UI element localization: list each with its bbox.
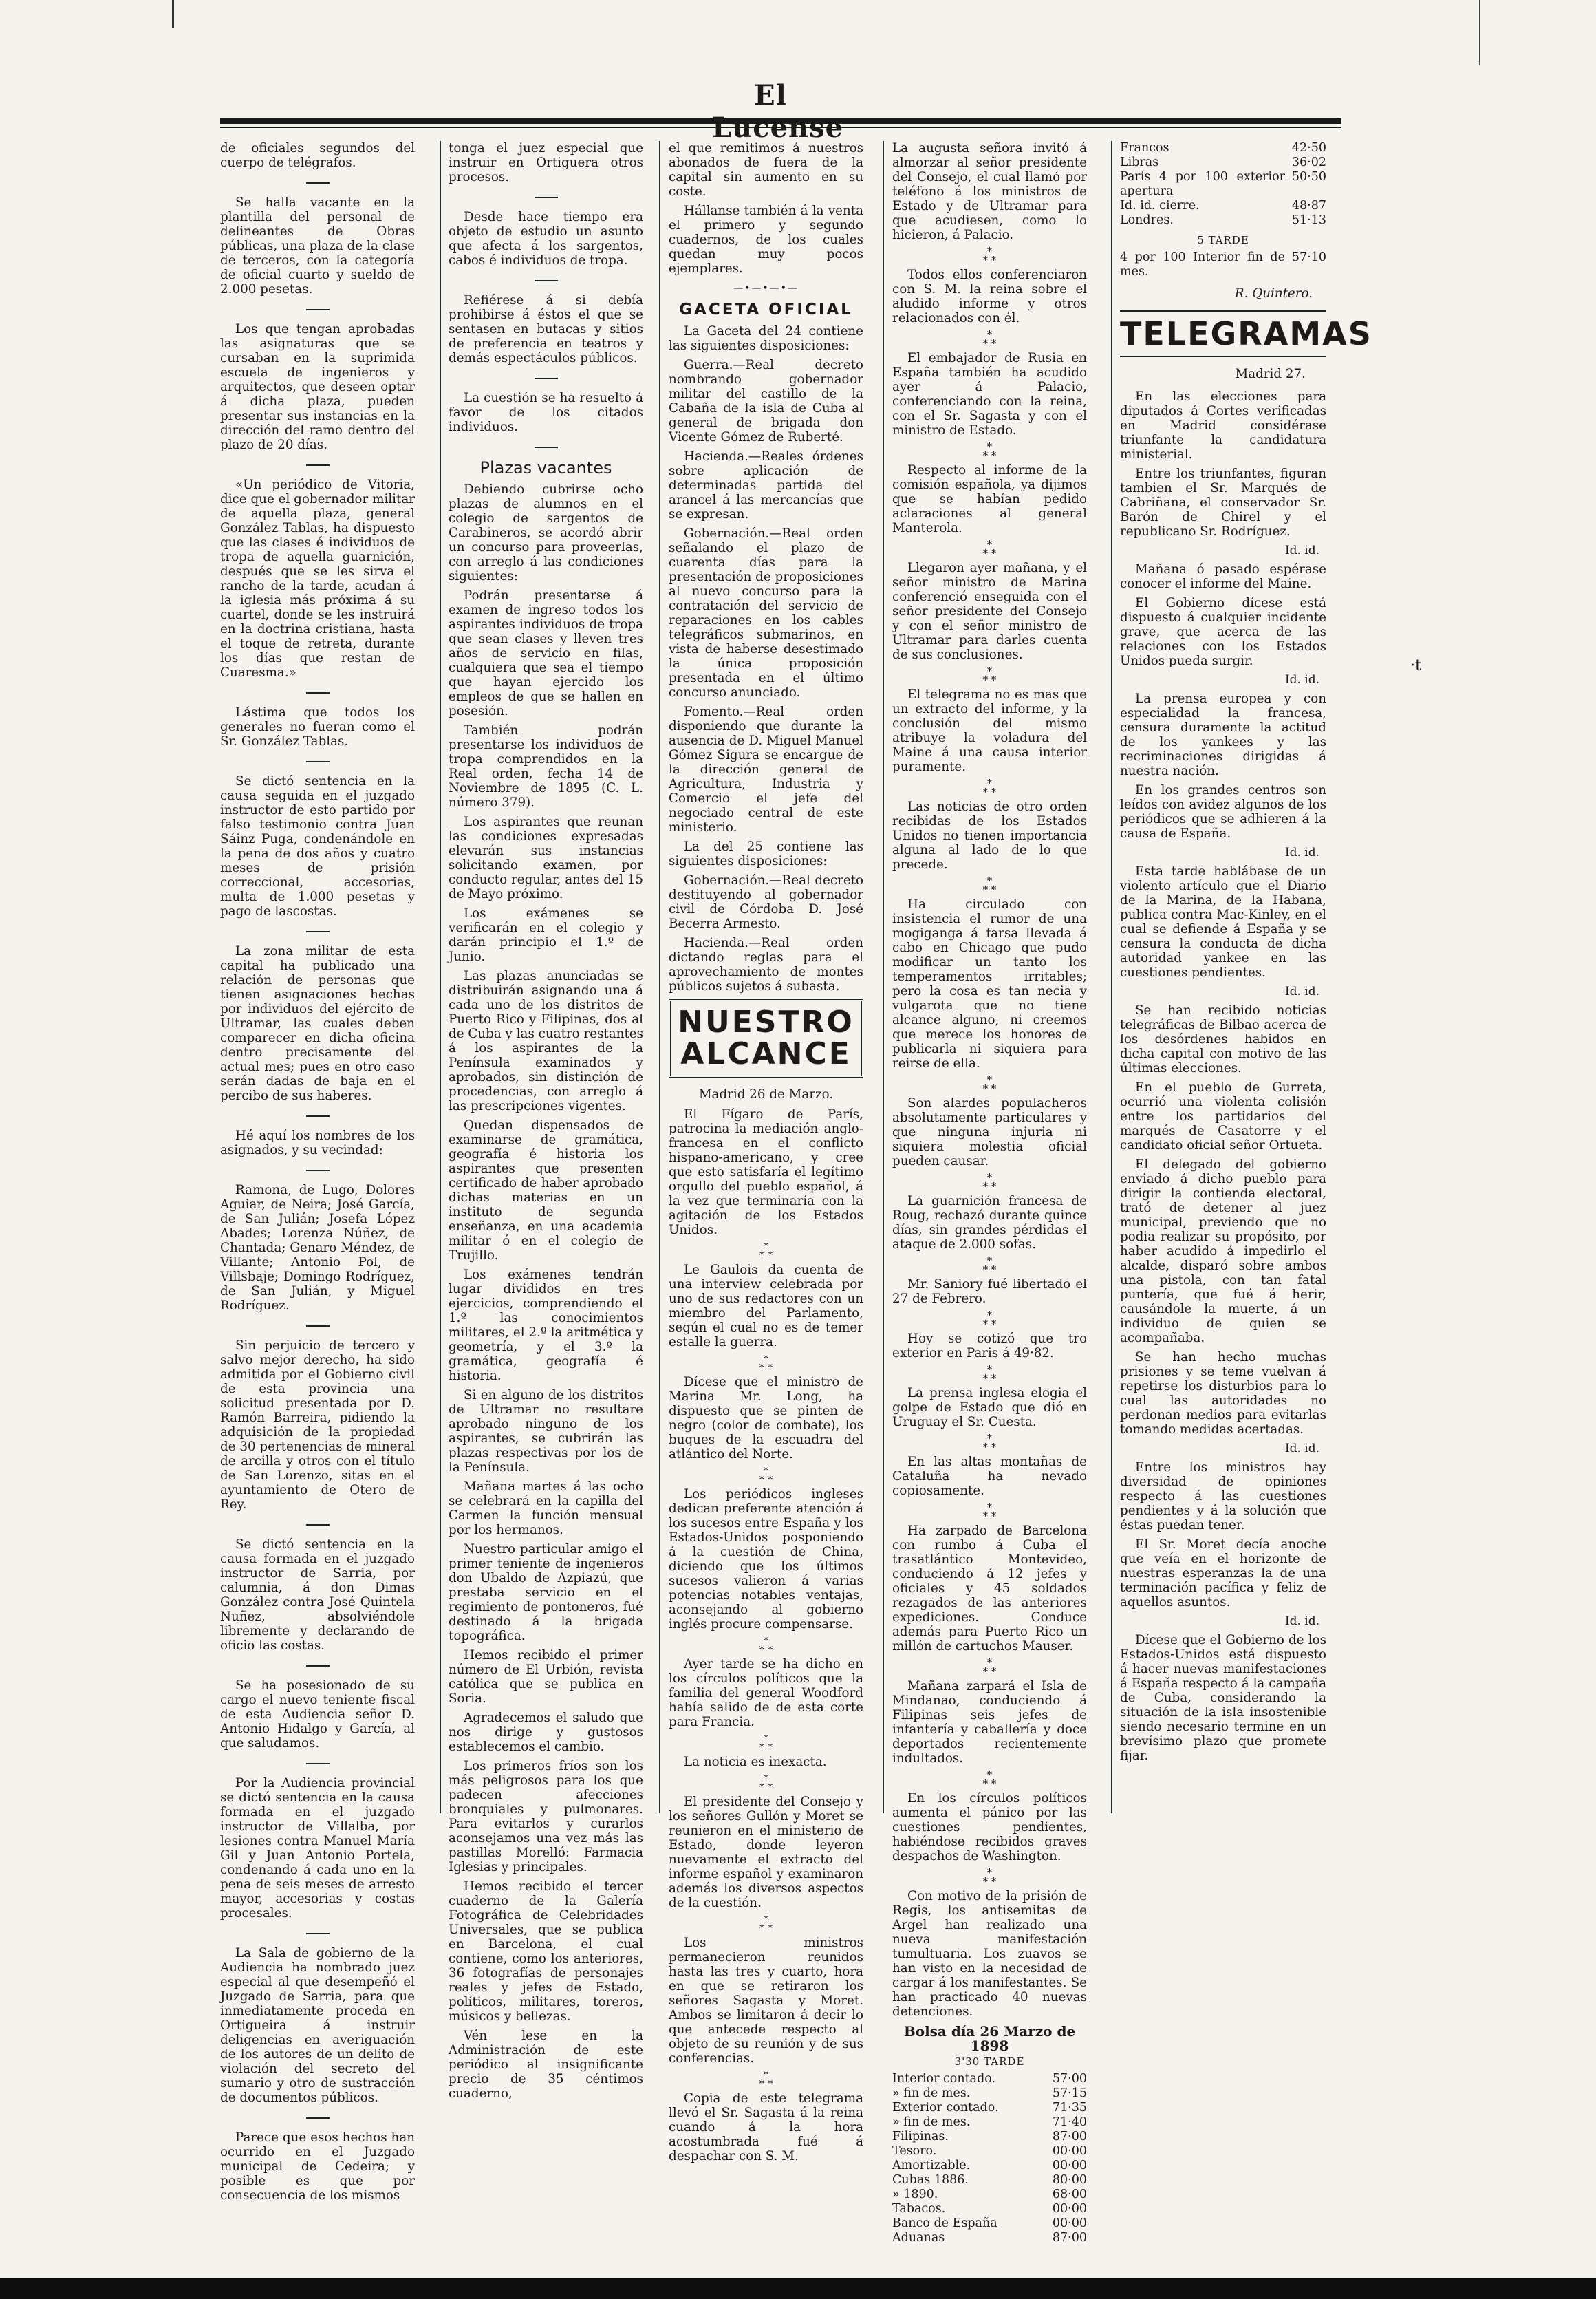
paragraph: La zona militar de esta capital ha publicado una relación de personas que tienen asignaciones hechas por individuos del ejército de Ultramar, las cuales deben comparecer en dicha oficina dentro precisamente del actual mes; pues en otro caso serán dadas de baja en el percibo de sus haberes. [220, 944, 415, 1103]
telegram-signoff: Id. id. [1284, 1442, 1319, 1455]
paragraph: Los exámenes se verificarán en el colegio y darán principio el 1.º de Junio. [449, 906, 643, 964]
paragraph: Fomento.—Real orden disponiendo que durante la ausencia de D. Miguel Manuel Gómez Sigura se encargue de la dirección general de Agricultura, Industria y Comercio el jefe del negociado central de este ministerio. [669, 705, 863, 835]
quote-label: Londres. [1120, 213, 1174, 227]
masthead-rule-thin [220, 127, 1341, 128]
column-1 [220, 141, 415, 2207]
paragraph: Le Gaulois da cuenta de una interview celebrada por uno de sus redactores con un miembro del Parlamento, según el cual no es de temer estalle la guerra. [669, 1263, 863, 1349]
paragraph: Llegaron ayer mañana, y el señor ministro de Marina conferenció enseguida con el señor presidente del Consejo y con el señor ministro de Ultramar para darles cuenta de sus conclusiones. [892, 561, 1087, 662]
paragraph: En las altas montañas de Cataluña ha nevado copiosamente. [892, 1455, 1087, 1498]
ornament-divider: —•—•—•— [733, 283, 799, 294]
quote-value: 71·40 [1052, 2115, 1087, 2129]
paragraph: Entre los ministros hay diversidad de opiniones respecto á las cuestiones pendientes y á la solución que éstas puedan tener. [1120, 1460, 1326, 1532]
paragraph: Todos ellos conferenciaron con S. M. la reina sobre el aludido informe y otros relacionados con él. [892, 268, 1087, 325]
paragraph: Hacienda.—Real orden dictando reglas para el aprovechamiento de montes públicos sujetos á subasta. [669, 936, 863, 994]
scan-bottom-band [0, 2278, 1596, 2299]
paragraph: En los círculos políticos aumenta el pánico por las cuestiones pendientes, habiéndose recibidos graves despachos de Washington. [892, 1791, 1087, 1863]
paragraph: Hacienda.—Reales órdenes sobre aplicación de determinadas partida del arancel á las mercancías que se expresan. [669, 449, 863, 522]
separator: * * * [982, 1656, 997, 1678]
paragraph: Hoy se cotizó que tro exterior en Paris á 49·82. [892, 1332, 1087, 1360]
separator: * * * [759, 1464, 773, 1486]
paragraph: Mañana zarpará el Isla de Mindanao, conduciendo á Filipinas seis jefes de infantería y caballería y doce deportados recientemente indultados. [892, 1679, 1087, 1766]
separator [449, 440, 643, 454]
paragraph: Nuestro particular amigo el primer teniente de ingenieros don Ubaldo de Azpiazú, que prestaba servicio en el regimiento de pontoneros, fué destinado á la brigada topográfica. [449, 1542, 643, 1643]
separator: * * * [982, 1309, 997, 1330]
separator: * * * [982, 538, 997, 559]
separator: * * * [982, 1866, 997, 1888]
paragraph: Se dictó sentencia en la causa formada en el juzgado instructor de Sarria, por calumnia, á don Dimas González contra José Quintela Nuñez, absolviéndole libremente y declarando de oficio las costas. [220, 1537, 415, 1653]
quote-label: » fin de mes. [892, 2086, 971, 2100]
quote-row [892, 2115, 1087, 2130]
quote-row [1120, 156, 1326, 170]
telegram-signoff: Id. id. [1284, 846, 1319, 859]
quote-label: Cubas 1886. [892, 2173, 969, 2187]
paragraph: Los que tengan aprobadas las asignaturas que se cursaban en la suprimida escuela de ingenieros y arquitectos, que deseen optar á dicha plaza, pueden presentar sus instancias en la dirección del ramo dentro del plazo de 20 días. [220, 322, 415, 452]
telegram-place: Madrid 27. [1235, 367, 1306, 381]
paragraph: También podrán presentarse los individuos de tropa comprendidos en la Real orden, fecha 14 de Noviembre de 1895 (C. L. número 379). [449, 723, 643, 810]
separator [220, 754, 415, 769]
masthead: El [754, 79, 787, 111]
separator: * * * [982, 440, 997, 462]
quote-label: Francos [1120, 141, 1169, 155]
paragraph: Se ha posesionado de su cargo el nuevo teniente fiscal de esta Audiencia señor D. Antonio Hidalgo y García, al que saludamos. [220, 1678, 415, 1751]
paragraph: En el pueblo de Gurreta, ocurrió una violenta colisión entre los partidarios del marqués de Casatorre y el candidato oficial señor Ortueta. [1120, 1080, 1326, 1153]
paragraph: Mañana ó pasado espérase conocer el informe del Maine. [1120, 562, 1326, 591]
separator: * * * [982, 875, 997, 896]
paragraph: Los primeros fríos son los más peligrosos para los que padecen afecciones bronquiales y pulmonares. Para evitarlos y curarlos aconsejamos una vez más las pastillas Morelló: Farmacia Iglesias y principales. [449, 1759, 643, 1874]
quote-label: Interior contado. [892, 2072, 996, 2086]
separator [220, 1658, 415, 1673]
separator [220, 1517, 415, 1532]
paragraph: Se halla vacante en la plantilla del personal de delineantes de Obras públicas, una plaza de la clase de terceros, con la categoría de oficial cuarto y sueldo de 2.000 pesetas. [220, 195, 415, 297]
separator [220, 1109, 415, 1123]
quote-row [892, 2101, 1087, 2115]
separator [449, 371, 643, 385]
quote-row [892, 2159, 1087, 2173]
bolsa-table [892, 2072, 1087, 2245]
quote-value: 57·15 [1052, 2086, 1087, 2100]
paragraph: Gobernación.—Real orden señalando el plazo de cuarenta días para la presentación de proposiciones al nuevo concurso para la contratación del servicio de reparaciones en los cables telegráficos submarinos, en vista de haberse desestimado la única proposición presentada en el último concurso anunciado. [669, 526, 863, 700]
quote-value: 42·50 [1291, 141, 1326, 155]
separator [220, 2110, 415, 2125]
quote-label: » fin de mes. [892, 2115, 971, 2129]
paragraph: Ayer tarde se ha dicho en los círculos políticos que la familia del general Woodford había salido de de esta corte para Francia. [669, 1657, 863, 1729]
paragraph: Las noticias de otro orden recibidas de los Estados Unidos no tienen importancia alguna al lado de lo que precede. [892, 800, 1087, 872]
paragraph: La cuestión se ha resuelto á favor de los citados individuos. [449, 391, 643, 434]
paragraph: Con motivo de la prisión de Regis, los antisemitas de Argel han realizado una nueva manifestación tumultuaria. Los zuavos se han visto en la necesidad de cargar á los manifestantes. Se han practicado 40 nuevas detenciones. [892, 1889, 1087, 2019]
paragraph: Los exámenes tendrán lugar divididos en tres ejercicios, comprendiendo el 1.º las conocimientos militares, el 2.º la aritmética y geometría, y el 3.º la gramática, geografía é historia. [449, 1268, 643, 1383]
paragraph: Se han hecho muchas prisiones y se teme vuelvan á repetirse los disturbios para lo cual las autoridades no perdonan medios para evitarlas tomando medidas acertadas. [1120, 1350, 1326, 1437]
paragraph: La noticia es inexacta. [684, 1755, 827, 1769]
paragraph: El embajador de Rusia en España también ha acudido ayer á Palacio, conferenciando con la reina, con el Sr. Sagasta y con el ministro de Estado. [892, 351, 1087, 438]
quote-row [892, 2231, 1087, 2245]
quote-label: Aduanas [892, 2231, 945, 2245]
paragraph: El Sr. Moret decía anoche que veía en el horizonte de nuestras esperanzas la de una terminación pacífica y feliz de aquellos asuntos. [1120, 1537, 1326, 1610]
quote-label: Amortizable. [892, 2159, 971, 2172]
paragraph: Se han recibido noticias telegráficas de Bilbao acerca de los desórdenes habidos en dicha capital con motivo de las últimas elecciones. [1120, 1003, 1326, 1076]
quote-row [1120, 170, 1326, 199]
quote-label: Banco de España [892, 2216, 998, 2230]
separator [220, 685, 415, 700]
alcance-date: Madrid 26 de Marzo. [698, 1087, 834, 1102]
paragraph: Los aspirantes que reunan las condiciones expresadas elevarán sus instancias solicitando examen, por conducto regular, antes del 15 de Mayo próximo. [449, 815, 643, 901]
quote-row: 4 por 100 Interior fin de mes. 57·10 [1120, 250, 1326, 279]
paragraph: La augusta señora invitó á almorzar al señor presidente del Consejo, el cual llamó por teléfono á los ministros de Estado y de Ultramar para que acudiesen, como lo hicieron, á Palacio. [892, 141, 1087, 242]
separator: * * * [759, 1634, 773, 1656]
separator: * * * [759, 2068, 773, 2090]
separator [220, 924, 415, 939]
paragraph: Hemos recibido el tercer cuaderno de la Galería Fotográfica de Celebridades Universales, que se publica en Barcelona, el cual contiene, como los anteriores, 36 fotografías de personajes reales y jefes de Estado, políticos, militares, toreros, músicos y bellezas. [449, 1879, 643, 2024]
paragraph: Esta tarde hablábase de un violento artículo que el Diario de la Marina, de la Habana, publica contra Mac-Kinley, en el cual se defiende á España y se censura la conducta de dicha autoridad yankee en las cuestiones pendientes. [1120, 864, 1326, 980]
separator [220, 1318, 415, 1333]
bolsa-title: Bolsa día 26 Marzo de 1898 [903, 2023, 1076, 2054]
paragraph: En los grandes centros son leídos con avidez algunos de los periódicos que se adhieren á la causa de España. [1120, 783, 1326, 841]
paragraph: Los ministros permanecieron reunidos hasta las tres y cuarto, hora en que se retiraron los señores Sagasta y Moret. Ambos se limitaron á decir lo que antecede respecto al objeto de su reunión y de sus conferencias. [669, 1936, 863, 2066]
quote-value: 87·00 [1052, 2130, 1087, 2143]
paragraph: Parece que esos hechos han ocurrido en el Juzgado municipal de Cedeira; y posible es que por consecuencia de los mismos [220, 2130, 415, 2203]
paragraph: El presidente del Consejo y los señores Gullón y Moret se reunieron en el ministerio de Estado, donde leyeron nuevamente el extracto del informe español y examinaron además los diversos aspectos de la cuestión. [669, 1795, 863, 1910]
separator [220, 1756, 415, 1771]
quote-row [892, 2202, 1087, 2216]
paragraph: La prensa inglesa elogia el golpe de Estado que dió en Uruguay el Sr. Cuesta. [892, 1386, 1087, 1429]
quote-label: Libras [1120, 156, 1159, 169]
paragraph: Se dictó sentencia en la causa seguida en el juzgado instructor de esto partido por falso testimonio contra Juan Sáinz Puga, condenándole en la pena de dos años y cuatro meses de prisión correccional, accesorias, multa de 1.000 pesetas y pago de lascostas. [220, 774, 415, 919]
paragraph: Dícese que el Gobierno de los Estados-Unidos está dispuesto á hacer nuevas manifestaciones á España respecto á la campaña de Cuba, considerando la situación de la isla insostenible siendo necesario termine en un brevísimo plazo que promete fijar. [1120, 1633, 1326, 1763]
page-frame-mark [172, 0, 174, 28]
paragraph: La Gaceta del 24 contiene las siguientes disposiciones: [669, 324, 863, 353]
separator: * * * [982, 777, 997, 798]
separator [220, 175, 415, 190]
quote-value: 00·00 [1052, 2202, 1087, 2216]
separator [449, 273, 643, 288]
paragraph: Dícese que el ministro de Marina Mr. Long, ha dispuesto que se pinten de negro (color de combate), los buques de la escuadra del atlántico del Norte. [669, 1375, 863, 1462]
paragraph: Agradecemos el saludo que nos dirige y gustosos establecemos el cambio. [449, 1711, 643, 1754]
quote-value: 36·02 [1291, 156, 1326, 169]
paragraph: La Sala de gobierno de la Audiencia ha nombrado juez especial al que desempeñó el Juzgado de Sarria, para que inmediatamente proceda en Ortigueira á instruir deligencias en averiguación de los autores de un delito de violación del secreto del sumario y otro de sustracción de documentos públicos. [220, 1946, 415, 2105]
separator [220, 1163, 415, 1177]
quote-row [892, 2086, 1087, 2101]
paragraph: Copia de este telegrama llevó el Sr. Sagasta á la reina cuando á la hora acostumbrada fué á despachar con S. M. [669, 2091, 863, 2163]
column-2 [449, 141, 643, 2106]
plazas-heading: Plazas vacantes [479, 458, 612, 478]
alcance-heading: NUESTRO ALCANCE [669, 999, 863, 1078]
quote-label: París 4 por 100 exterior apertura [1120, 170, 1285, 198]
paragraph: Hemos recibido el primer número de El Urbión, revista católica que se publica en Soria. [449, 1648, 643, 1706]
paragraph: Hállanse también á la venta el primero y segundo cuadernos, de los cuales quedan muy pocos ejemplares. [669, 204, 863, 276]
column-5 [1120, 141, 1372, 1768]
separator [449, 190, 643, 204]
paragraph: Ramona, de Lugo, Dolores Aguiar, de Neira; José García, de San Julián; Josefa López Abades; Lorenza Núñez, de Chantada; Genaro Méndez, de Villante; Antonio Pol, de Villsbaje; Domingo Rodríguez, de San Julián, y Miguel Rodríguez. [220, 1183, 415, 1313]
paragraph: Refiérese á si debía prohibirse á éstos el que se sentasen en butacas y sitios de preferencia en teatros y demás espectáculos públicos. [449, 293, 643, 365]
telegram-signoff: Id. id. [1284, 985, 1319, 998]
quote-value: 00·00 [1052, 2159, 1087, 2172]
paragraph: Debiendo cubrirse ocho plazas de alumnos en el colegio de sargentos de Carabineros, se acordó abrir un concurso para proveerlas, con arreglo á las condiciones siguientes: [449, 482, 643, 584]
paragraph: Podrán presentarse á examen de ingreso todos los aspirantes individuos de tropa que sean clases y lleven tres años de servicio en filas, cualquiera que sea el tiempo que hayan ejercido los empleos de que se hallen en posesión. [449, 588, 643, 718]
quote-row [1120, 199, 1326, 213]
separator: * * * [982, 1254, 997, 1276]
quote-row [892, 2188, 1087, 2202]
separator: * * * [982, 245, 997, 266]
bolsa-time: 3'30 TARDE [954, 2055, 1025, 2068]
separator: * * * [759, 1772, 773, 1793]
quote-label: » 1890. [892, 2188, 938, 2201]
quote-row [892, 2173, 1087, 2188]
quote-label: Id. id. cierre. [1120, 199, 1200, 213]
paragraph: Respecto al informe de la comisión española, ya dijimos que se habían pedido aclaraciones al general Manterola. [892, 463, 1087, 535]
separator: * * * [982, 1501, 997, 1522]
quote-row [892, 2072, 1087, 2086]
separator [220, 1926, 415, 1940]
separator: * * * [982, 1171, 997, 1193]
quote-value: 68·00 [1052, 2188, 1087, 2201]
paragraph: Por la Audiencia provincial se dictó sentencia en la causa formada en el juzgado instructor de Villalba, por lesiones contra Manuel María Gil y Juan Antonio Portela, condenando á cada uno en la pena de seis meses de arresto mayor, accesorias y costas procesales. [220, 1776, 415, 1921]
quote-value: 57·00 [1052, 2072, 1087, 2086]
gaceta-heading: GACETA OFICIAL [679, 301, 853, 319]
telegramas-heading: TELEGRAMAS [1120, 310, 1326, 357]
separator: * * * [982, 665, 997, 686]
quote-row [892, 2130, 1087, 2144]
separator: * * * [982, 1432, 997, 1453]
paragraph: Los periódicos ingleses dedican preferente atención á los sucesos entre España y los Estados-Unidos posponiendo á la cuestión de China, diciendo que los últimos sucesos valieron á varias potencias notables ventajas, aconsejando al gobierno inglés procure compensarse. [669, 1487, 863, 1632]
quote-time: 5 TARDE [1197, 234, 1249, 246]
paragraph: Lástima que todos los generales no fueran como el Sr. González Tablas. [220, 705, 415, 749]
column-rule [659, 141, 660, 1813]
paragraph: La del 25 contiene las siguientes disposiciones: [669, 840, 863, 868]
quote-value: 51·13 [1291, 213, 1326, 227]
paragraph: Son alardes populacheros absolutamente particulares y que ninguna injuria ni siquiera molestia oficial pueden causar. [892, 1096, 1087, 1168]
paragraph: El telegrama no es mas que un extracto del informe, y la conclusión del mismo atribuye la voladura del Maine á una causa interior puramente. [892, 687, 1087, 774]
paragraph: Mañana martes á las ocho se celebrará en la capilla del Carmen la función mensual por los hermanos. [449, 1479, 643, 1537]
signature: R. Quintero. [1234, 286, 1313, 301]
masthead-rule [220, 118, 1341, 124]
separator [220, 302, 415, 317]
separator: * * * [982, 1768, 997, 1790]
paragraph: El Gobierno dícese está dispuesto á cualquier incidente grave, que acerca de las relaciones con los Estados Unidos pueda surgir. [1120, 596, 1326, 668]
quote-value: 87·00 [1052, 2231, 1087, 2245]
paragraph: de oficiales segundos del cuerpo de telégrafos. [220, 141, 415, 170]
separator: * * * [982, 1363, 997, 1384]
quote-row [1120, 213, 1326, 228]
paragraph: La prensa europea y con especialidad la francesa, censura duramente la actitud de los yankees y las recriminaciones dirigidas á nuestra nación. [1120, 692, 1326, 778]
quote-row [892, 2144, 1087, 2159]
page-frame-mark [1479, 0, 1480, 65]
column-rule [1111, 141, 1112, 1813]
paragraph: La guarnición francesa de Roug, rechazó durante quince días, sin grandes pérdidas el ataque de 2.000 sofas. [892, 1194, 1087, 1252]
telegram-signoff: Id. id. [1284, 1614, 1319, 1628]
quote-row [1120, 141, 1326, 156]
paragraph: Vén lese en la Administración de este periódico al insignificante precio de 35 céntimos cuaderno, [449, 2029, 643, 2101]
quote-value: 00·00 [1052, 2144, 1087, 2158]
quote-label: Tabacos. [892, 2202, 946, 2216]
paragraph: Sin perjuicio de tercero y salvo mejor derecho, ha sido admitida por el Gobierno civil de esta provincia una solicitud presentada por D. Ramón Barreira, pidiendo la adquisición de la propiedad de 30 pertenencias de mineral de arcilla y otros con el título de San Lorenzo, sitas en el ayuntamiento de Otero de Rey. [220, 1338, 415, 1512]
paragraph: El Fígaro de París, patrocina la mediación anglo-francesa en el conflicto hispano-americano, y cree que esto satisfaría el legítimo orgullo del pueblo español, á la vez que terminaría con la agitación de los Estados Unidos. [669, 1107, 863, 1237]
paragraph: Gobernación.—Real decreto destituyendo al gobernador civil de Córdoba D. José Becerra Armesto. [669, 873, 863, 931]
paragraph: Ha circulado con insistencia el rumor de una mogiganga á farsa llevada á cabo en Chicago que pudo modificar un tanto los temperamentos irritables; pero la cosa es tan necia y vulgarota que no tiene alcance alguno, ni creemos que merece los honores de publicarla ni siquiera para reirse de ella. [892, 897, 1087, 1071]
column-rule [883, 141, 884, 1813]
quote-value: 71·35 [1052, 2101, 1087, 2115]
paragraph: Mr. Saniory fué libertado el 27 de Febrero. [892, 1277, 1087, 1306]
quote-value: 00·00 [1052, 2216, 1087, 2230]
paragraph: El delegado del gobierno enviado á dicho pueblo para dirigir la contienda electoral, trató de detener al juez municipal, previendo que no podia realizar su propósito, por haber acudido á impedirlo el alcalde, disparó sobre ambos una pistola, con tan fatal puntería, que fué á herir, causándole la muerte, á un individuo de quien se acompañaba. [1120, 1157, 1326, 1345]
telegram-signoff: Id. id. [1284, 673, 1319, 687]
quote-value: 50·50 [1291, 170, 1326, 184]
paragraph: Guerra.—Real decreto nombrando gobernador militar del castillo de la Cabaña de la isla de Cuba al general de brigada don Vicente Gómez de Ruberté. [669, 358, 863, 445]
separator: * * * [759, 1732, 773, 1753]
column-4 [892, 141, 1087, 2245]
paragraph: «Un periódico de Vitoria, dice que el gobernador militar de aquella plaza, general González Tablas, ha dispuesto que las clases é individuos de tropa de aquella guarnición, después que se les sirva el rancho de la tarde, acudan á la iglesia más próxima á su cuartel, donde se les instruirá en la doctrina cristiana, hasta el toque de retreta, durante los días que restan de Cuaresma.» [220, 478, 415, 680]
quote-label: Filipinas. [892, 2130, 949, 2143]
separator: * * * [982, 328, 997, 350]
margin-mark: ·t [1410, 657, 1421, 674]
separator [220, 458, 415, 472]
telegram-signoff: Id. id. [1284, 544, 1319, 557]
paragraph: Si en alguno de los distritos de Ultramar no resultare aprobado ninguno de los aspirantes, se cubrirán las plazas respectivas por los de la Península. [449, 1388, 643, 1475]
paragraph: Entre los triunfantes, figuran tambien el Sr. Marqués de Cabriñana, el conservador Sr. Barón de Chirel y el republicano Sr. Rodríguez. [1120, 467, 1326, 539]
quote-row [892, 2216, 1087, 2231]
quote-value: 48·87 [1291, 199, 1326, 213]
paragraph: Quedan dispensados de examinarse de gramática, geografía é historia los aspirantes que presenten certificado de haber aprobado dichas materias en un instituto de segunda enseñanza, en una academia militar ó en el colegio de Trujillo. [449, 1118, 643, 1263]
paragraph: tonga el juez especial que instruir en Ortiguera otros procesos. [449, 141, 643, 184]
separator: * * * [759, 1352, 773, 1373]
separator: * * * [982, 1073, 997, 1095]
quote-label: Tesoro. [892, 2144, 937, 2158]
paragraph: Hé aquí los nombres de los asignados, y su vecindad: [220, 1129, 415, 1157]
paragraph: el que remitimos á nuestros abonados de fuera de la capital sin aumento en su coste. [669, 141, 863, 199]
column-rule [440, 141, 441, 1813]
separator: * * * [759, 1913, 773, 1934]
column-3 [669, 141, 863, 2168]
quote-label: Exterior contado. [892, 2101, 999, 2115]
separator: * * * [759, 1240, 773, 1261]
paragraph: Desde hace tiempo era objeto de estudio un asunto que afecta á los sargentos, cabos é individuos de tropa. [449, 210, 643, 268]
quote-value: 80·00 [1052, 2173, 1087, 2187]
paragraph: En las elecciones para diputados á Cortes verificadas en Madrid considérase triunfante la candidatura ministerial. [1120, 389, 1326, 462]
paragraph: Las plazas anunciadas se distribuirán asignando una á cada uno de los distritos de Puerto Rico y Filipinas, dos al de Cuba y las cuatro restantes á los aspirantes de la Península examinados y aprobados, sin distinción de procedencias, con arreglo á las prescripciones vigentes. [449, 969, 643, 1113]
paragraph: Ha zarpado de Barcelona con rumbo á Cuba el trasatlántico Montevideo, conduciendo á 12 jefes y oficiales y 45 soldados rezagados de las anteriores expediciones. Conduce además para Puerto Rico un millón de cartuchos Mauser. [892, 1523, 1087, 1654]
